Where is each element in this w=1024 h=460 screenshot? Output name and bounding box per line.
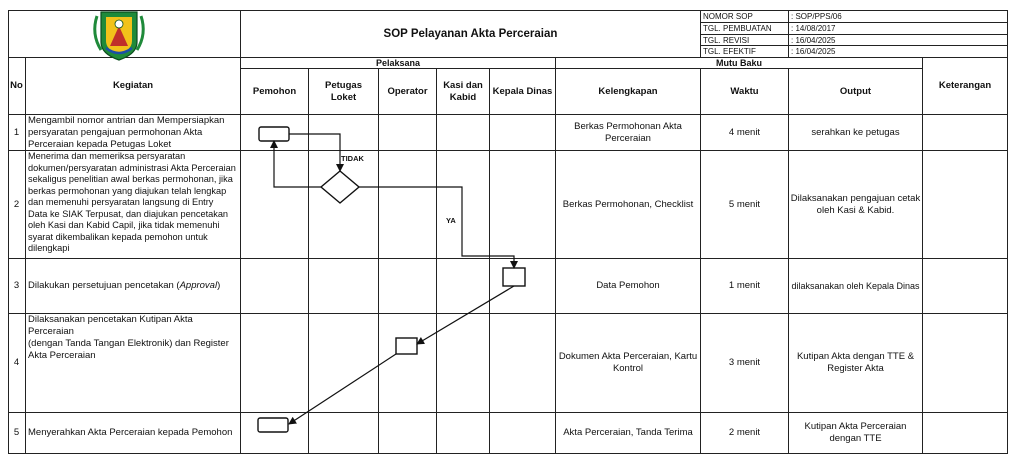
row-2-kegiatan-line: oleh Kasi dan Kabid Capil, jika tidak memenuhi bbox=[28, 220, 220, 230]
header-kepala-dinas: Kepala Dinas bbox=[492, 85, 553, 97]
row-1-output: serahkan ke petugas bbox=[811, 126, 900, 138]
header-petugas-loket bbox=[309, 69, 378, 114]
row-5-output-line: Kutipan Akta Perceraian bbox=[804, 421, 907, 432]
row-2-kegiatan-line: Data ke SIAK Terpusat, dan diajukan pencetakan bbox=[28, 208, 229, 219]
row-3-output: dilaksanakan oleh Kepala Dinas bbox=[791, 281, 920, 291]
row-2-waktu: 5 menit bbox=[728, 198, 761, 210]
row-4-kegiatan-line: (dengan Tanda Tangan Elektronik) dan Register bbox=[28, 338, 229, 349]
row-1-kelengkapan-line: Perceraian bbox=[605, 132, 651, 144]
row-4-kegiatan-line: Dilaksanakan pencetakan Kutipan Akta Perceraian bbox=[28, 314, 193, 337]
header-kelengkapan: Kelengkapan bbox=[598, 85, 658, 97]
header-keterangan: Keterangan bbox=[938, 80, 992, 91]
row-2-kegiatan-line: dokumen/persyaratan administrasi Akta Perceraian bbox=[28, 162, 236, 173]
header-mutu-baku: Mutu Baku bbox=[716, 58, 762, 68]
meta-value-pembuatan: : 14/08/2017 bbox=[791, 24, 836, 33]
row-1-kelengkapan bbox=[556, 115, 700, 150]
row-2-kegiatan-line: dan memenuhi persyaratan langsung di Entry bbox=[28, 197, 214, 207]
government-emblem-logo bbox=[95, 12, 144, 60]
row-4-no: 4 bbox=[13, 357, 20, 368]
page-title: SOP Pelayanan Akta Perceraian bbox=[383, 28, 558, 40]
row-1-kegiatan-line: Mengambil nomor antrian dan Mempersiapkan bbox=[28, 115, 225, 126]
meta-label-pembuatan: TGL. PEMBUATAN bbox=[703, 24, 772, 33]
row-1-no: 1 bbox=[13, 126, 20, 138]
flow-print-box bbox=[396, 338, 417, 354]
row-1-kelengkapan-line: Berkas Permohonan Akta bbox=[574, 120, 682, 132]
header-waktu: Waktu bbox=[730, 85, 759, 97]
header-petugas-line2: Loket bbox=[330, 91, 357, 103]
row-4-output bbox=[789, 314, 922, 412]
flow-label-tidak: TIDAK bbox=[341, 154, 364, 163]
flow-decision-diamond bbox=[321, 171, 359, 203]
row-2-kegiatan-line: sekaligus penelitian awal berkas permohonan, jika bbox=[28, 174, 233, 184]
row-3-waktu: 1 menit bbox=[728, 280, 761, 291]
row-5-output bbox=[789, 413, 922, 453]
meta-label-revisi: TGL. REVISI bbox=[703, 36, 750, 45]
row-4-kelengkapan bbox=[556, 314, 700, 412]
row-2-kelengkapan: Berkas Permohonan, Checklist bbox=[562, 198, 694, 210]
row-2-kegiatan-line: berkas permohonan yang diajukan telah lengkap bbox=[28, 185, 227, 196]
header-kegiatan: Kegiatan bbox=[112, 80, 154, 91]
row-2-no: 2 bbox=[13, 198, 20, 210]
row-4-kegiatan bbox=[28, 314, 240, 412]
row-4-kelengkapan-line: Dokumen Akta Perceraian, Kartu bbox=[558, 351, 698, 362]
row-2-output bbox=[789, 151, 922, 258]
row-3-no: 3 bbox=[13, 280, 20, 291]
row-2-output-line: oleh Kasi & Kabid. bbox=[816, 204, 895, 216]
row-2-output-line: Dilaksanakan pengajuan cetak bbox=[790, 192, 921, 204]
row-2-kegiatan-line: dilengkapi bbox=[28, 243, 70, 253]
row-2-kegiatan bbox=[28, 151, 240, 258]
header-output: Output bbox=[839, 85, 872, 97]
row-4-output-line: Kutipan Akta dengan TTE & bbox=[796, 351, 915, 362]
row-3-kelengkapan: Data Pemohon bbox=[596, 280, 660, 291]
row-2-kegiatan-line: syarat dikembalikan kepada pemohon untuk bbox=[28, 231, 208, 242]
row-4-kegiatan-line: Akta Perceraian bbox=[28, 350, 96, 361]
row-3-kegiatan: Dilakukan persetujuan pencetakan ( Approval ) bbox=[28, 280, 221, 291]
row-5-kelengkapan: Akta Perceraian, Tanda Terima bbox=[563, 427, 693, 438]
header-operator: Operator bbox=[387, 85, 428, 97]
header-pelaksana: Pelaksana bbox=[375, 58, 421, 68]
meta-label-efektif: TGL. EFEKTIF bbox=[703, 47, 756, 56]
flow-end-box bbox=[258, 418, 288, 432]
row-4-kelengkapan-line: Kontrol bbox=[612, 363, 644, 374]
row-5-waktu: 2 menit bbox=[728, 427, 761, 438]
header-kasi-line1: Kasi dan bbox=[443, 79, 483, 91]
row-1-kegiatan-line: persyaratan pengajuan permohonan Akta bbox=[28, 127, 203, 138]
row-1-waktu: 4 menit bbox=[728, 126, 761, 138]
row-4-output-line: Register Akta bbox=[827, 363, 884, 374]
header-no: No bbox=[10, 80, 23, 91]
row-5-output-line: dengan TTE bbox=[829, 433, 882, 444]
row-4-waktu: 3 menit bbox=[728, 357, 761, 368]
meta-value-efektif: : 16/04/2025 bbox=[791, 47, 836, 56]
meta-value-revisi: : 16/04/2025 bbox=[791, 36, 836, 45]
row-1-kegiatan-line: Perceraian kepada Petugas Loket bbox=[28, 139, 172, 150]
row-2-kegiatan-line: Menerima dan memeriksa persyaratan bbox=[28, 151, 186, 161]
row-5-kegiatan: Menyerahkan Akta Perceraian kepada Pemohon bbox=[28, 427, 233, 438]
header-kasi-line2: Kabid bbox=[449, 91, 477, 103]
flow-approval-box bbox=[503, 268, 525, 286]
header-kasi-kabid bbox=[437, 69, 489, 114]
header-pemohon: Pemohon bbox=[252, 85, 297, 97]
flow-start-box bbox=[259, 127, 289, 141]
meta-label-nomor: NOMOR SOP bbox=[703, 12, 753, 21]
meta-value-nomor: : SOP/PPS/06 bbox=[791, 12, 842, 21]
row-1-kegiatan bbox=[28, 115, 240, 150]
flow-label-ya: YA bbox=[446, 216, 456, 225]
header-petugas-line1: Petugas bbox=[325, 79, 362, 91]
row-5-no: 5 bbox=[13, 427, 20, 438]
